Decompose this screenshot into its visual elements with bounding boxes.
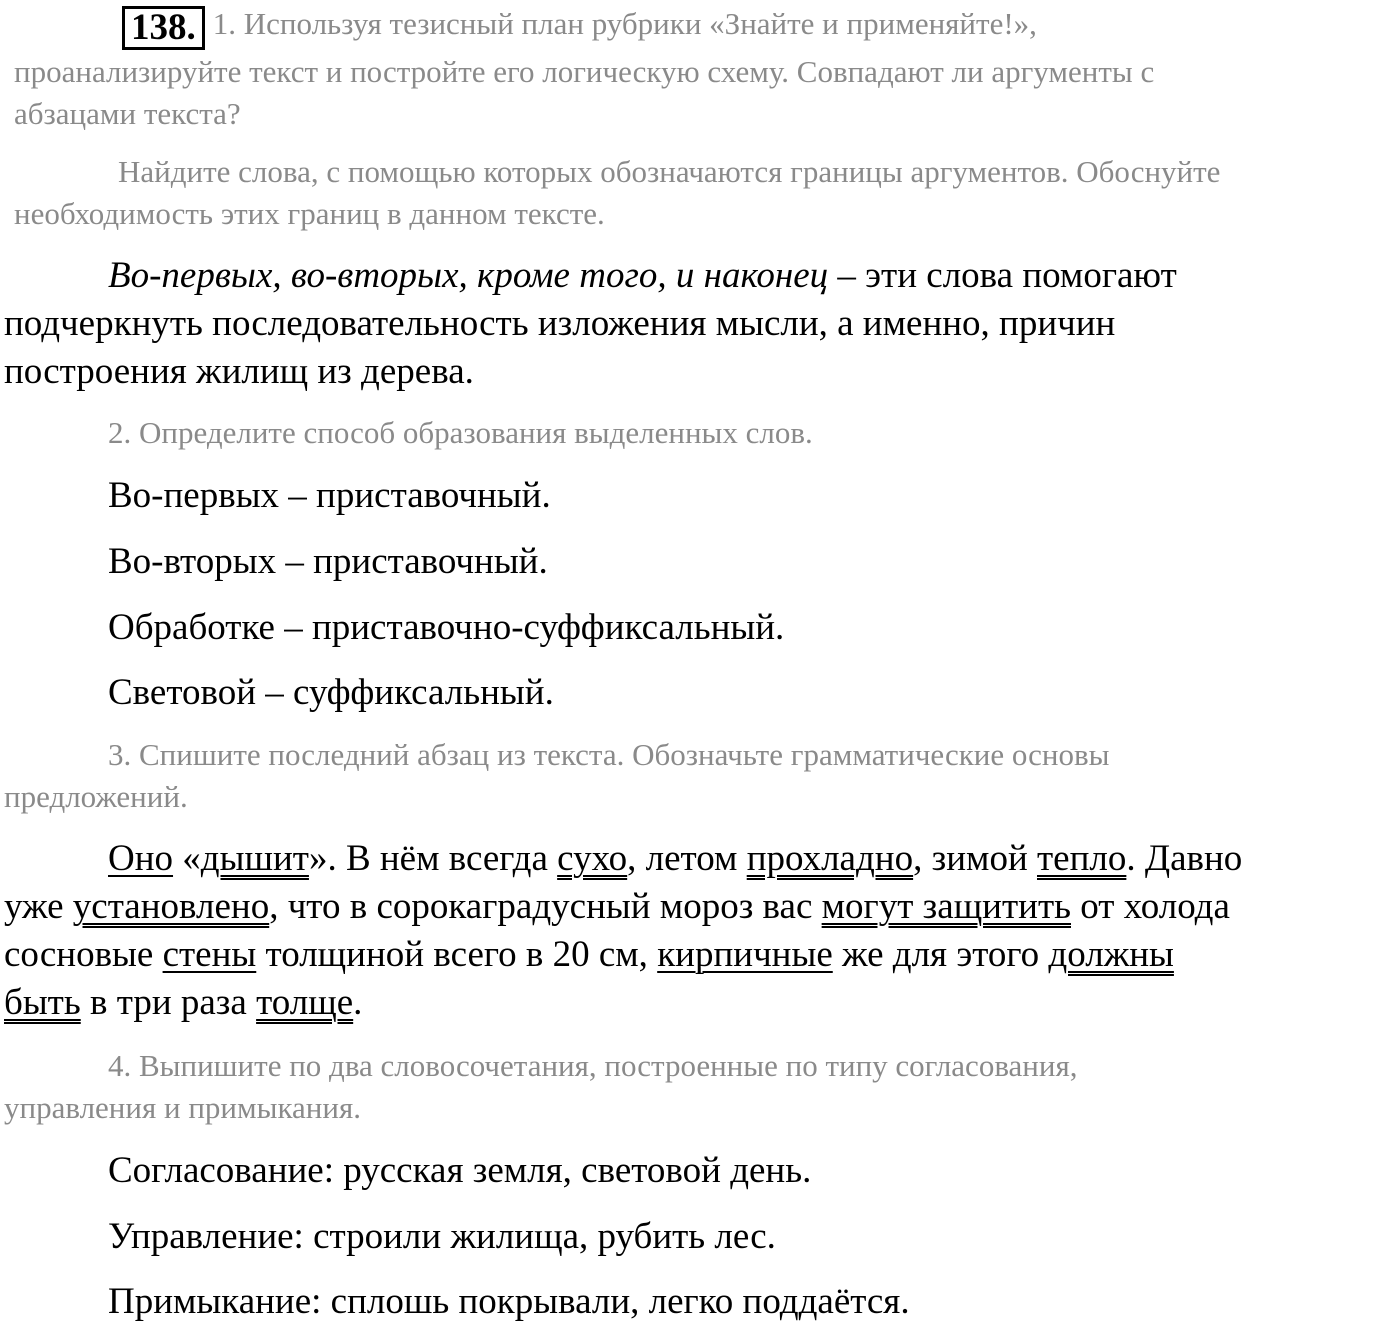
answer2-item: Во-первых – приставочный. <box>108 475 551 516</box>
task4-line1: 4. Выпишите по два словосочетания, построенные по типу согласования, <box>108 1048 1078 1083</box>
text-fragment: . <box>353 982 363 1023</box>
subject-kirpichnye: кирпичные <box>657 934 833 975</box>
predicate-ustanovleno: установлено <box>72 886 270 927</box>
answer2-item: Во-вторых – приставочный. <box>108 541 548 582</box>
answer3-line3 <box>4 933 1174 976</box>
answer4-item: Согласование: русская земля, световой день. <box>108 1150 812 1191</box>
answer4-item: Примыкание: сплошь покрывали, легко поддаётся. <box>108 1281 910 1322</box>
task1-line1 <box>122 6 1037 50</box>
answer1-line1 <box>108 254 1177 297</box>
text-fragment: уже <box>4 886 73 927</box>
task1-line5: необходимость этих границ в данном тексте. <box>14 196 605 231</box>
text-fragment: же для этого <box>832 934 1049 975</box>
task3-line1: 3. Спишите последний абзац из текста. Обозначьте грамматические основы <box>108 737 1110 772</box>
answer3-line1 <box>108 837 1242 880</box>
text-fragment: толщиной всего в 20 см, <box>256 934 658 975</box>
predicate-tolshche: толще <box>256 982 354 1023</box>
task1-text-1: 1. Используя тезисный план рубрики «Знайте и применяйте!», <box>212 6 1037 41</box>
text-fragment: , что в сорокаградусный мороз вас <box>269 886 822 927</box>
answer1-line3: построения жилищ из дерева. <box>4 351 474 392</box>
answer3-line2 <box>4 885 1230 928</box>
answer2-item: Световой – суффиксальный. <box>108 672 554 713</box>
text-fragment: от холода <box>1071 886 1230 927</box>
text-fragment: в три раза <box>80 982 257 1023</box>
text-fragment: . Давно <box>1126 838 1243 879</box>
text-fragment: , летом <box>627 838 747 879</box>
subject-steny: стены <box>162 934 257 975</box>
predicate-dyshit: дышит <box>200 838 309 879</box>
predicate-prohladno: прохладно <box>746 838 914 879</box>
task4-line2: управления и примыкания. <box>4 1090 361 1125</box>
text-fragment: « <box>173 838 201 879</box>
text-fragment: ». В нём всегда <box>308 838 558 879</box>
predicate-mogut-zashchitit: могут защитить <box>821 886 1071 927</box>
exercise-number-badge: 138. <box>122 6 205 50</box>
answer4-item: Управление: строили жилища, рубить лес. <box>108 1216 776 1257</box>
subject-ono: Оно <box>108 838 174 879</box>
answer1-rest: – эти слова помогают <box>828 255 1177 296</box>
answer1-line2: подчеркнуть последовательность изложения мысли, а именно, причин <box>4 303 1116 344</box>
text-fragment: сосновые <box>4 934 163 975</box>
predicate-dolzhny: должны <box>1048 934 1174 975</box>
task1-line4: Найдите слова, с помощью которых обозначаются границы аргументов. Обоснуйте <box>118 154 1221 189</box>
answer2-item: Обработке – приставочно-суффиксальный. <box>108 607 785 648</box>
predicate-suho: сухо <box>557 838 628 879</box>
predicate-byt: быть <box>4 982 81 1023</box>
answer3-line4 <box>4 981 362 1024</box>
predicate-teplo: тепло <box>1037 838 1127 879</box>
task2-line1: 2. Определите способ образования выделенных слов. <box>108 415 813 450</box>
text-fragment: , зимой <box>913 838 1037 879</box>
task1-line2: проанализируйте текст и постройте его логическую схему. Совпадают ли аргументы с <box>14 54 1155 89</box>
task3-line2: предложений. <box>4 779 188 814</box>
task1-line3: абзацами текста? <box>14 96 241 131</box>
answer1-italic-words: Во-первых, во-вторых, кроме того, и наконец <box>108 255 829 296</box>
